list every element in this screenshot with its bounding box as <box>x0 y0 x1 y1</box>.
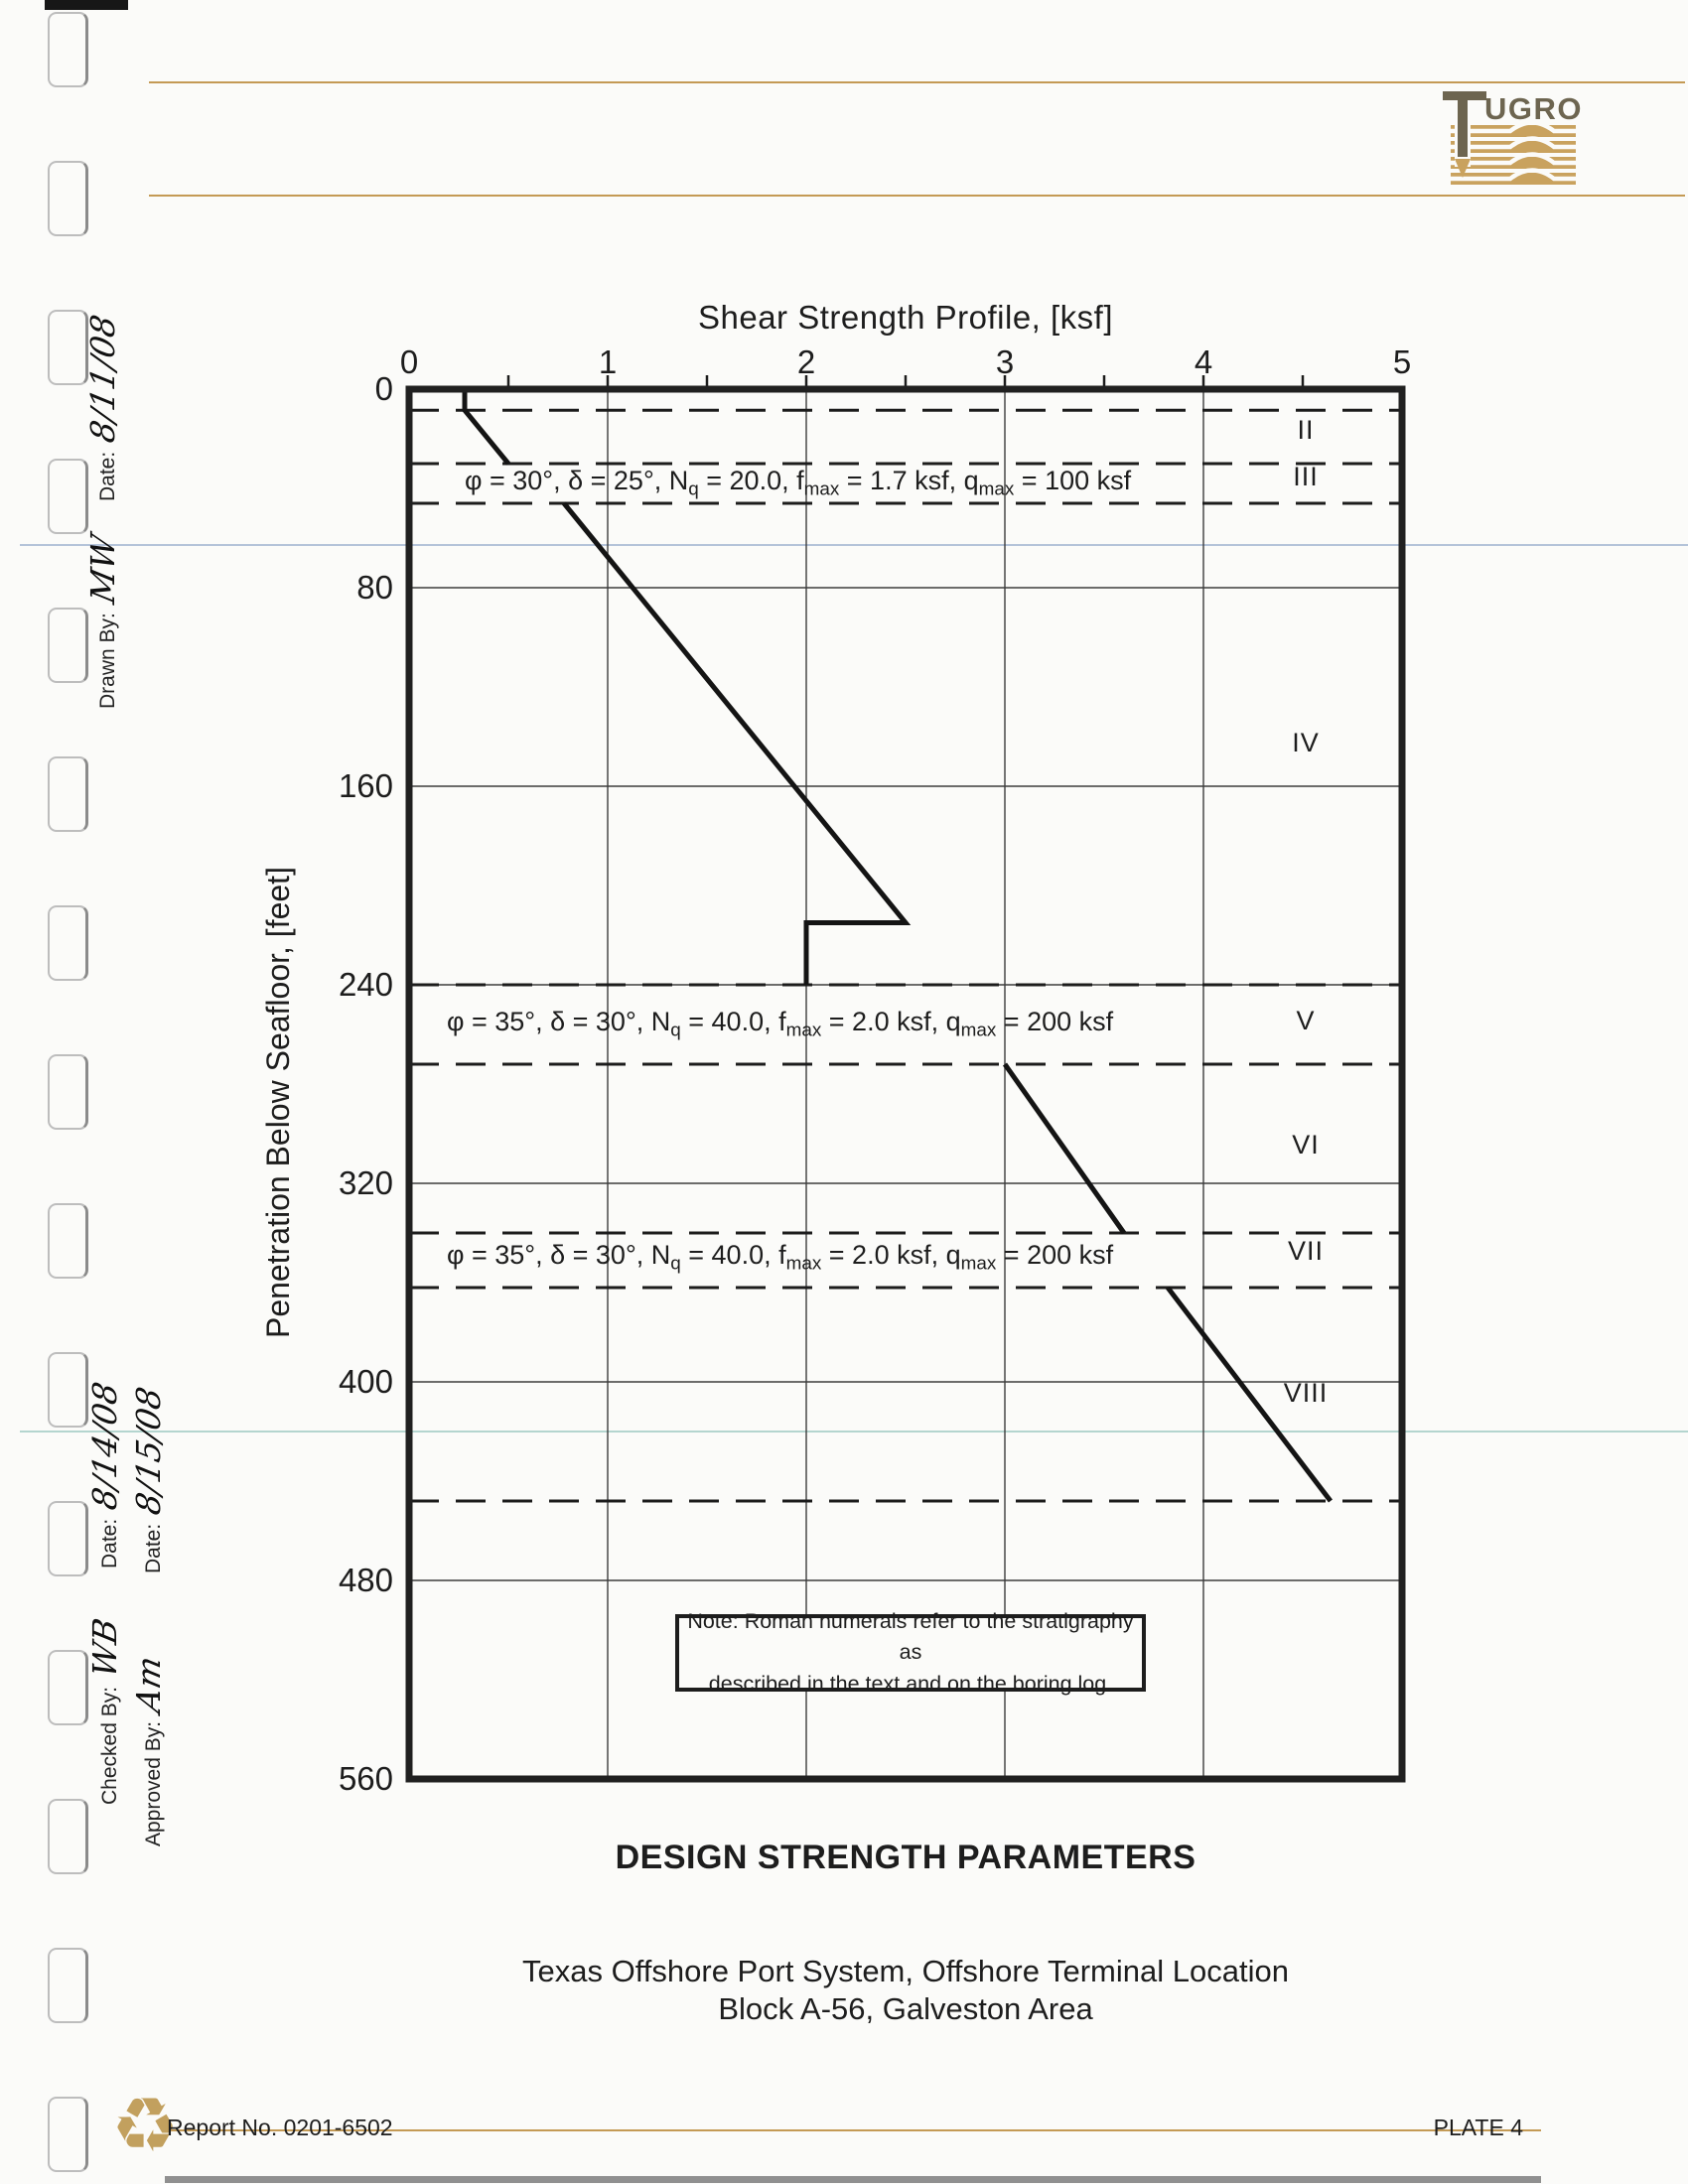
x-tick-label: 4 <box>1194 343 1213 380</box>
x-tick-label: 1 <box>598 343 618 380</box>
shear-strength-profile-line <box>465 389 508 464</box>
layer-roman-numeral: VI <box>1292 1129 1320 1160</box>
y-tick-label: 400 <box>338 1363 393 1400</box>
plot-border <box>409 389 1402 1779</box>
sidebar-field-approved-by <box>129 1652 168 1846</box>
shear-strength-profile-line <box>564 503 906 985</box>
scan-edge-band <box>165 2176 1541 2183</box>
scan-edge-mark <box>45 0 128 10</box>
layer-roman-numeral: VIII <box>1283 1377 1329 1408</box>
handwritten-date: 8/14/08 <box>85 1378 124 1513</box>
date-label: Date: <box>98 1518 121 1569</box>
recycled-paper-icon: ♻ <box>111 2084 180 2168</box>
sidebar-field-date-drawn <box>83 311 122 501</box>
y-tick-label: 160 <box>338 767 393 804</box>
y-axis-label: Penetration Below Seafloor, [feet] <box>260 867 296 1338</box>
shear-strength-plot <box>403 369 1408 1785</box>
layer-roman-numeral: III <box>1293 462 1319 491</box>
y-tick-label: 560 <box>338 1760 393 1797</box>
binder-hole-mark <box>48 1352 88 1428</box>
x-tick-label: 5 <box>1392 343 1412 380</box>
date-label: Date: <box>142 1523 165 1573</box>
x-tick-label: 3 <box>995 343 1015 380</box>
x-tick-label: 2 <box>796 343 816 380</box>
handwritten-date: 8/11/08 <box>83 311 122 446</box>
handwritten-initials: MW <box>83 531 122 608</box>
layer-roman-numeral: IV <box>1292 727 1320 757</box>
binder-hole-mark <box>48 12 88 87</box>
sidebar-field-checked-by <box>85 1614 124 1805</box>
layer-roman-numeral: VII <box>1287 1236 1324 1266</box>
title-block-rule-bottom <box>149 195 1685 197</box>
x-tick-label: 0 <box>399 343 419 380</box>
report-number: Report No. 0201-6502 <box>167 2115 393 2140</box>
drawn-by-label: Drawn By: <box>96 613 119 709</box>
binder-hole-mark <box>48 1948 88 2023</box>
binder-hole-mark <box>48 2097 88 2172</box>
y-tick-label: 320 <box>338 1164 393 1201</box>
binder-hole-mark <box>48 1054 88 1130</box>
chart-title: Shear Strength Profile, [ksf] <box>697 299 1114 336</box>
project-subtitle-line-1: Texas Offshore Port System, Offshore Terminal Location <box>522 1954 1289 1988</box>
soil-parameters-annotation-layer-v: φ = 35°, δ = 30°, $N_q = 40.0$, $f_{max} = 2.0$ ksf, $q_{max} = 200$ ksf <box>447 1007 1114 1041</box>
sidebar-field-date-approved <box>129 1383 168 1573</box>
layer-roman-numeral: V <box>1296 1005 1316 1035</box>
handwritten-initials: WB <box>85 1614 124 1682</box>
handwritten-signature: Am <box>129 1652 168 1716</box>
binder-hole-mark <box>48 459 88 534</box>
binder-hole-mark <box>48 161 88 236</box>
binder-hole-mark <box>48 310 88 385</box>
binder-hole-mark <box>48 1650 88 1725</box>
binder-hole-mark <box>48 1501 88 1576</box>
fugro-logo <box>1435 83 1586 195</box>
note-line-2: described in the text and on the boring log. <box>708 1671 1113 1696</box>
sidebar-field-date-checked <box>85 1378 124 1569</box>
soil-parameters-annotation-layer-iii: φ = 30°, δ = 25°, $N_q = 20.0$, $f_{max} = 1.7$ ksf, $q_{max} = 100$ ksf <box>465 466 1132 500</box>
approved-by-label: Approved By: <box>142 1720 165 1846</box>
project-subtitle-line-2: Block A-56, Galveston Area <box>718 1991 1093 2026</box>
sidebar-field-drawn-by <box>83 531 122 709</box>
note-line-1: Note: Roman numerals refer to the stratigraphy as <box>687 1609 1134 1665</box>
stratigraphy-note-box <box>675 1609 1146 1696</box>
date-label: Date: <box>96 451 119 501</box>
logo-wordmark: UGRO <box>1484 91 1583 126</box>
y-tick-label: 0 <box>374 370 393 407</box>
binder-hole-mark <box>48 756 88 832</box>
binder-hole-mark <box>48 608 88 683</box>
layer-roman-numeral: II <box>1297 414 1315 445</box>
y-tick-label: 240 <box>338 966 393 1003</box>
handwritten-date: 8/15/08 <box>129 1383 168 1518</box>
plate-title: DESIGN STRENGTH PARAMETERS <box>615 1839 1196 1876</box>
shear-strength-profile-line <box>1005 1064 1124 1233</box>
binder-hole-mark <box>48 1203 88 1279</box>
y-tick-label: 80 <box>356 569 393 606</box>
y-tick-label: 480 <box>338 1562 393 1598</box>
plate-number: PLATE 4 <box>1433 2115 1523 2140</box>
binder-hole-mark <box>48 1799 88 1874</box>
binder-hole-mark <box>48 905 88 981</box>
checked-by-label: Checked By: <box>98 1686 121 1805</box>
soil-parameters-annotation-layer-vii: φ = 35°, δ = 30°, $N_q = 40.0$, $f_{max} = 2.0$ ksf, $q_{max} = 200$ ksf <box>447 1240 1114 1275</box>
